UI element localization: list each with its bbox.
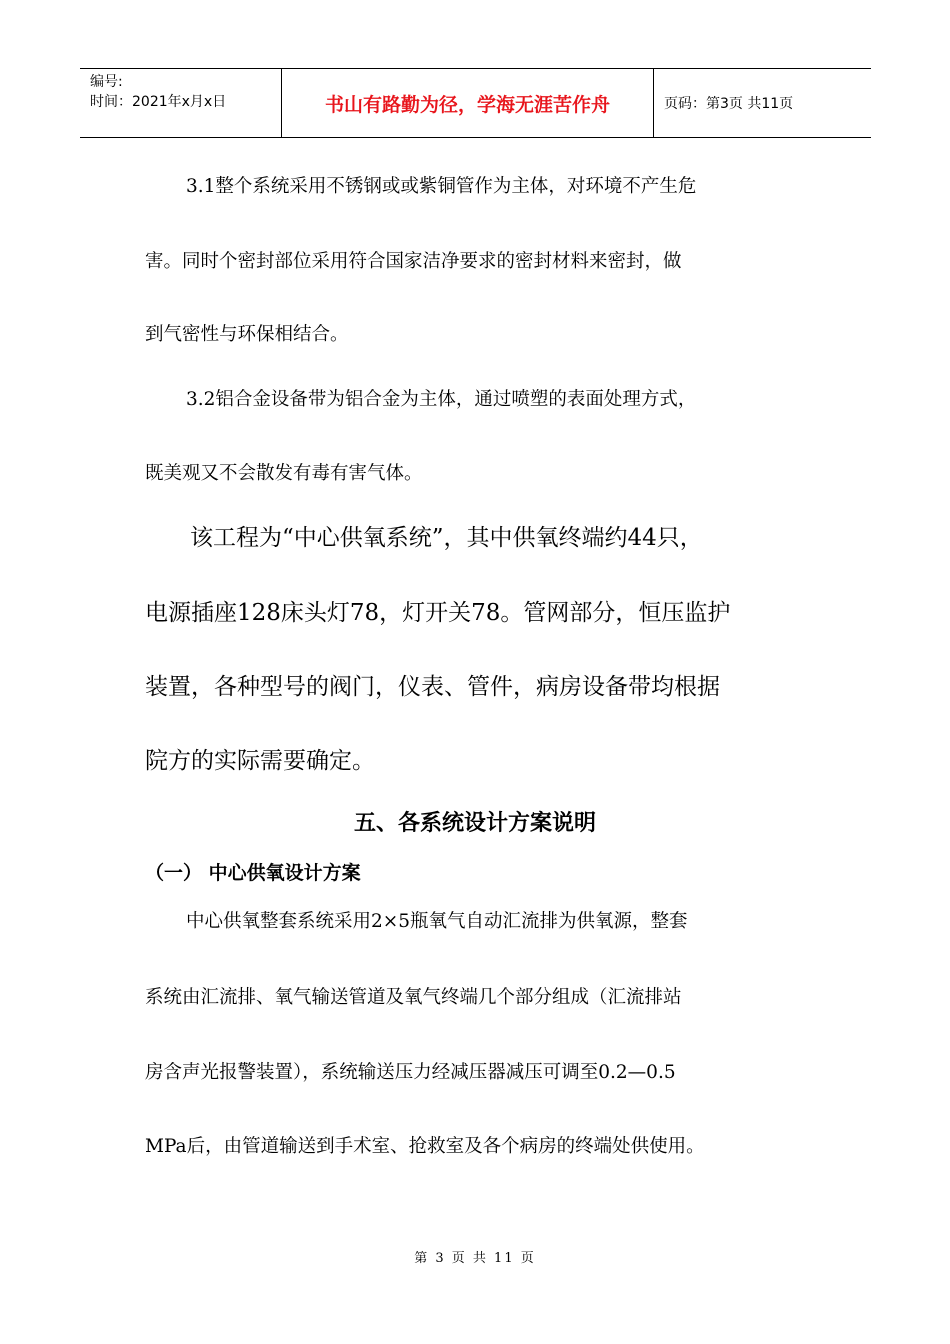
paragraph-line: 害。同时个密封部位采用符合国家洁净要求的密封材料来密封，做 — [145, 251, 682, 272]
paragraph-line: 到气密性与环保相结合。 — [145, 324, 349, 345]
document-date: 时间：2021年x月x日 — [90, 94, 227, 110]
section-title: 五、各系统设计方案说明 — [353, 811, 596, 836]
paragraph-line: 既美观又不会散发有毒有害气体。 — [145, 463, 423, 484]
paragraph-line: 装置，各种型号的阀门，仪表、管件，病房设备带均根据 — [145, 674, 720, 700]
paragraph-line: 房含声光报警装置），系统输送压力经减压器减压可调至0.2—0.5 — [145, 1062, 676, 1083]
paragraph-line: 电源插座128床头灯78，灯开关78。管网部分，恒压监护 — [145, 600, 731, 626]
paragraph-line: 中心供氧整套系统采用2×5瓶氧气自动汇流排为供氧源，整套 — [186, 911, 688, 932]
header-meta — [80, 69, 282, 137]
document-number-label: 编号: — [90, 74, 123, 90]
paragraph-line: 院方的实际需要确定。 — [145, 748, 375, 774]
paragraph-line: 3.1整个系统采用不锈钢或或紫铜管作为主体，对环境不产生危 — [186, 176, 697, 197]
header-table — [80, 68, 871, 138]
paragraph-line: 该工程为“中心供氧系统”，其中供氧终端约44只， — [190, 525, 703, 551]
header-motto: 书山有路勤为径，学海无涯苦作舟 — [282, 69, 654, 137]
paragraph-line: 3.2铝合金设备带为铝合金为主体，通过喷塑的表面处理方式， — [186, 389, 697, 410]
page-footer: 第 3 页 共 11 页 — [414, 1251, 536, 1266]
subsection-title: （一） 中心供氧设计方案 — [145, 862, 361, 884]
header-page-info: 页码：第3页 共11页 — [664, 96, 794, 112]
paragraph-line: 系统由汇流排、氧气输送管道及氧气终端几个部分组成（汇流排站 — [145, 987, 682, 1008]
paragraph-line: MPa后，由管道输送到手术室、抢救室及各个病房的终端处供使用。 — [145, 1136, 705, 1157]
